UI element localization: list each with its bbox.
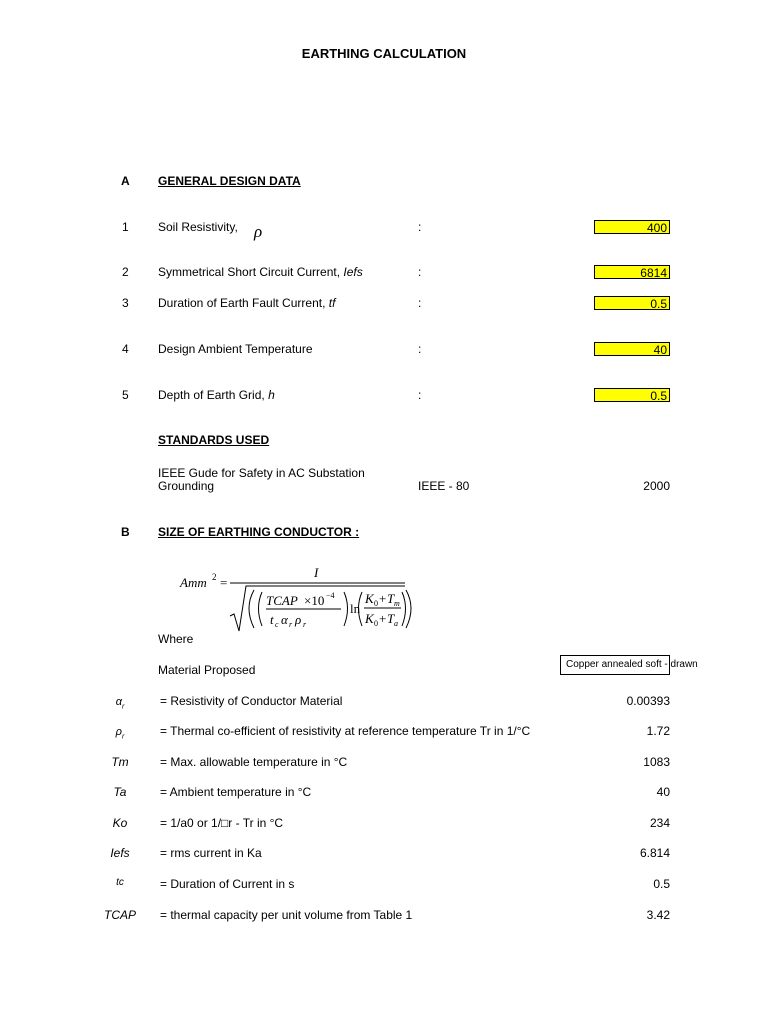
row-3-label-text: Duration of Earth Fault Current, [158,296,329,310]
param-desc-ta: = Ambient temperature in °C [160,785,312,799]
row-2-label-italic: Iefs [343,265,363,279]
param-symbol-rho-r: $\rho_r$ [115,726,125,741]
formula-rho-sub: r [303,620,307,629]
row-5-label [158,388,275,402]
row-2-colon: : [418,265,422,279]
param-symbol-ko: Ko [112,816,128,830]
formula-t-den: T [387,611,395,626]
section-a-letter: A [121,174,130,188]
param-desc-rho-r: = Thermal co-efficient of resistivity at reference temperature Tr in 1/°C [160,724,531,738]
formula-t-num: T [387,591,395,606]
param-value-iefs: 6.814 [639,846,670,860]
param-value-ko: 234 [649,816,670,830]
rho-symbol: ρ [254,222,263,241]
row-1-colon: : [418,220,422,234]
param-symbol-ta: Ta [113,785,127,799]
param-desc-tm: = Max. allowable temperature in °C [160,755,348,769]
formula-tc: t [270,612,274,627]
row-3-label-italic: tf [328,296,336,310]
standards-year: 2000 [643,479,670,493]
formula-tcap: TCAP [266,593,298,608]
soil-resistivity-value[interactable]: 400 [594,220,670,234]
row-4-label: Design Ambient Temperature [158,342,313,356]
formula-lhs-exp: 2 [212,572,217,582]
formula-plus-num: + [379,591,387,606]
row-5-label-text: Depth of Earth Grid, [158,388,269,402]
param-desc-ko: = 1/a0 or 1/□r - Tr in °C [160,816,284,830]
formula-alpha-sub: r [289,620,293,629]
formula-k0-den: K [365,611,374,626]
standards-line-1: IEEE Gude for Safety in AC Substation [158,466,365,480]
row-3-number: 3 [122,296,129,310]
row-5-label-italic: h [268,388,275,402]
row-1-number: 1 [122,220,129,234]
inner-right-paren-1 [344,592,348,626]
section-a-heading: GENERAL DESIGN DATA [158,174,301,188]
formula-alpha: α [281,612,288,627]
formula-equals: = [220,575,228,590]
row-5-colon: : [418,388,422,402]
inner-left-paren-1 [259,592,263,626]
page-title: EARTHING CALCULATION [301,46,467,61]
formula-rho: ρ [295,612,302,627]
conductor-size-formula [178,558,418,634]
row-4-number: 4 [122,342,129,356]
formula-numerator: I [314,565,319,580]
row-2-number: 2 [122,265,129,279]
param-value-alpha-r: 0.00393 [626,694,670,708]
standards-code: IEEE - 80 [418,479,470,493]
row-4-colon: : [418,342,422,356]
param-desc-tcap: = thermal capacity per unit volume from Table 1 [160,908,413,922]
material-label: Material Proposed [158,663,256,677]
param-symbol-tcap: TCAP [103,908,136,922]
formula-pow: −4 [326,591,335,600]
param-value-rho-r: 1.72 [646,724,670,738]
param-value-tm: 1083 [643,755,670,769]
section-b-heading: SIZE OF EARTHING CONDUCTOR : [158,525,360,539]
row-3-colon: : [418,296,422,310]
short-circuit-current-value[interactable]: 6814 [594,265,670,279]
param-desc-iefs: = rms current in Ka [160,846,262,860]
formula-lhs: Amm [180,575,207,590]
param-desc-alpha-r: = Resistivity of Conductor Material [160,694,343,708]
param-desc-tc: = Duration of Current in s [160,877,295,891]
section-b-letter: B [121,525,130,539]
fault-duration-value[interactable]: 0.5 [594,296,670,310]
param-symbol-tm: Tm [111,755,129,769]
row-2-label [158,265,363,279]
row-1-label: Soil Resistivity, [158,220,238,234]
ambient-temperature-value[interactable]: 40 [594,342,670,356]
material-value: Copper annealed soft - drawn [566,659,698,670]
param-symbol-alpha-r: $\alpha_r$ [115,696,125,711]
formula-ln: ln [350,601,361,616]
param-value-tc: 0.5 [653,877,670,891]
inner-right-paren-2 [402,592,406,626]
param-value-tcap: 3.42 [646,908,670,922]
formula-plus-den: + [379,611,387,626]
param-symbol-tc: tc [116,877,124,888]
where-label: Where [158,632,194,646]
formula-tm-sub: m [394,599,400,608]
formula-times: ×10 [304,593,325,608]
standards-line-2: Grounding [158,479,215,493]
formula-k0-den-sub: 0 [374,619,378,628]
outer-right-paren [406,590,411,628]
outer-left-paren [249,590,254,628]
row-3-label [158,296,335,310]
row-2-label-text: Symmetrical Short Circuit Current, [158,265,344,279]
formula-ta-sub: a [394,619,398,628]
formula-k0-num-sub: 0 [374,599,378,608]
formula-k0-num: K [365,591,374,606]
row-5-number: 5 [122,388,129,402]
standards-heading: STANDARDS USED [158,433,270,447]
param-value-ta: 40 [656,785,670,799]
formula-tc-sub: c [275,620,279,629]
param-symbol-iefs: Iefs [110,846,130,860]
grid-depth-value[interactable]: 0.5 [594,388,670,402]
